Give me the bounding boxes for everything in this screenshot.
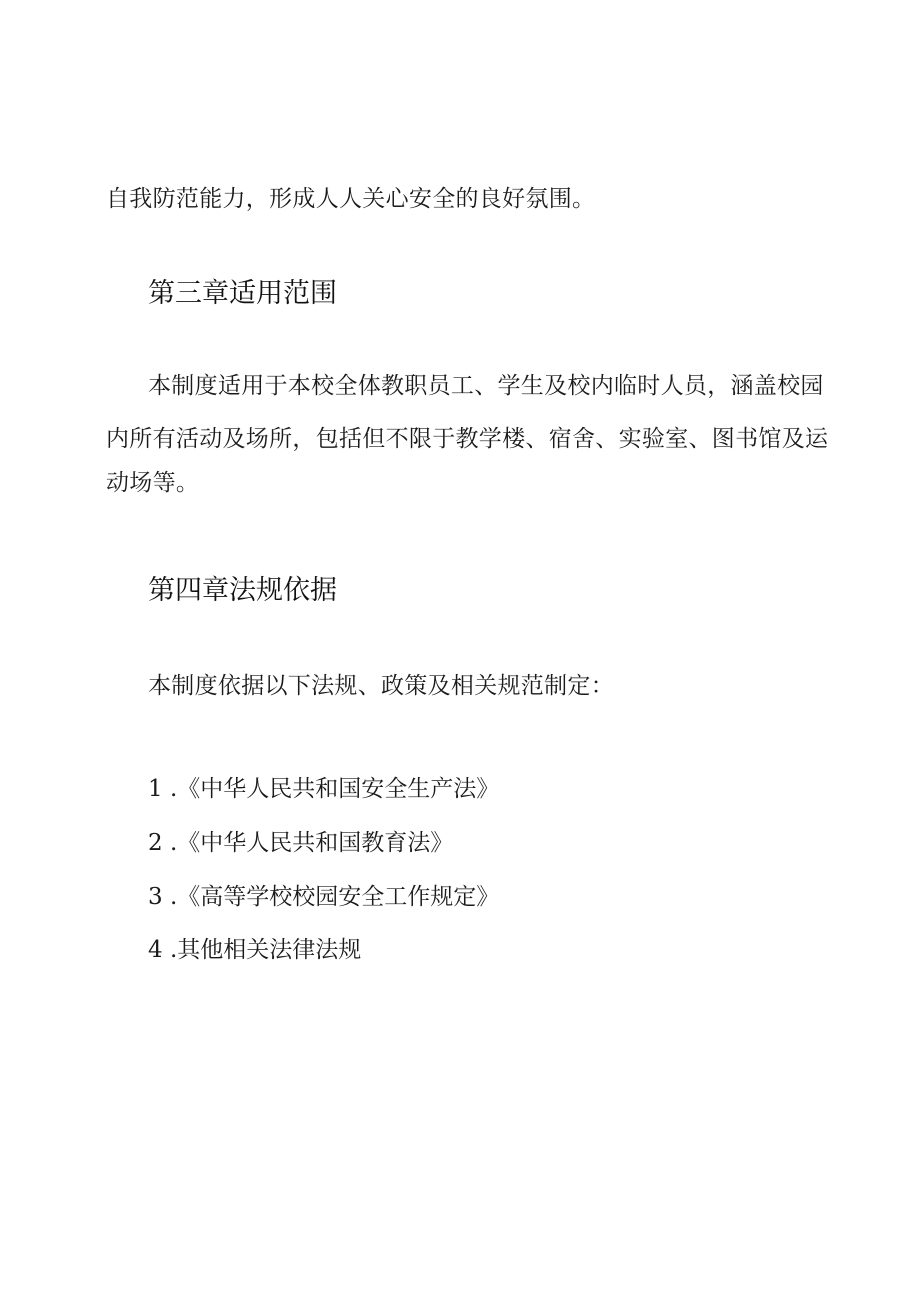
list-item <box>148 882 499 912</box>
list-item-number: 2 <box>148 830 163 856</box>
chapter-3-heading: 第三章适用范围 <box>148 278 337 309</box>
list-item-text: .《高等学校校园安全工作规定》 <box>170 884 500 910</box>
list-item-number: 1 <box>148 776 163 802</box>
list-item-text: .《中华人民共和国教育法》 <box>170 830 454 856</box>
paragraph-line: 本制度适用于本校全体教职员工、学生及校内临时人员，涵盖校园 <box>148 373 824 399</box>
list-item <box>148 935 361 965</box>
paragraph-line: 动场等。 <box>106 470 200 496</box>
chapter-4-heading: 第四章法规依据 <box>148 575 337 606</box>
chapter-4-intro: 本制度依据以下法规、政策及相关规范制定： <box>148 673 614 699</box>
list-item-number: 4 <box>148 937 163 963</box>
list-item <box>148 828 453 858</box>
list-item <box>148 774 499 804</box>
paragraph-line: 内所有活动及场所，包括但不限于教学楼、宿舍、实验室、图书馆及运 <box>106 426 829 452</box>
list-item-text: .其他相关法律法规 <box>170 937 362 963</box>
list-item-number: 3 <box>148 884 163 910</box>
paragraph-continuation-line: 自我防范能力，形成人人关心安全的良好氛围。 <box>106 186 596 212</box>
list-item-text: .《中华人民共和国安全生产法》 <box>170 776 500 802</box>
